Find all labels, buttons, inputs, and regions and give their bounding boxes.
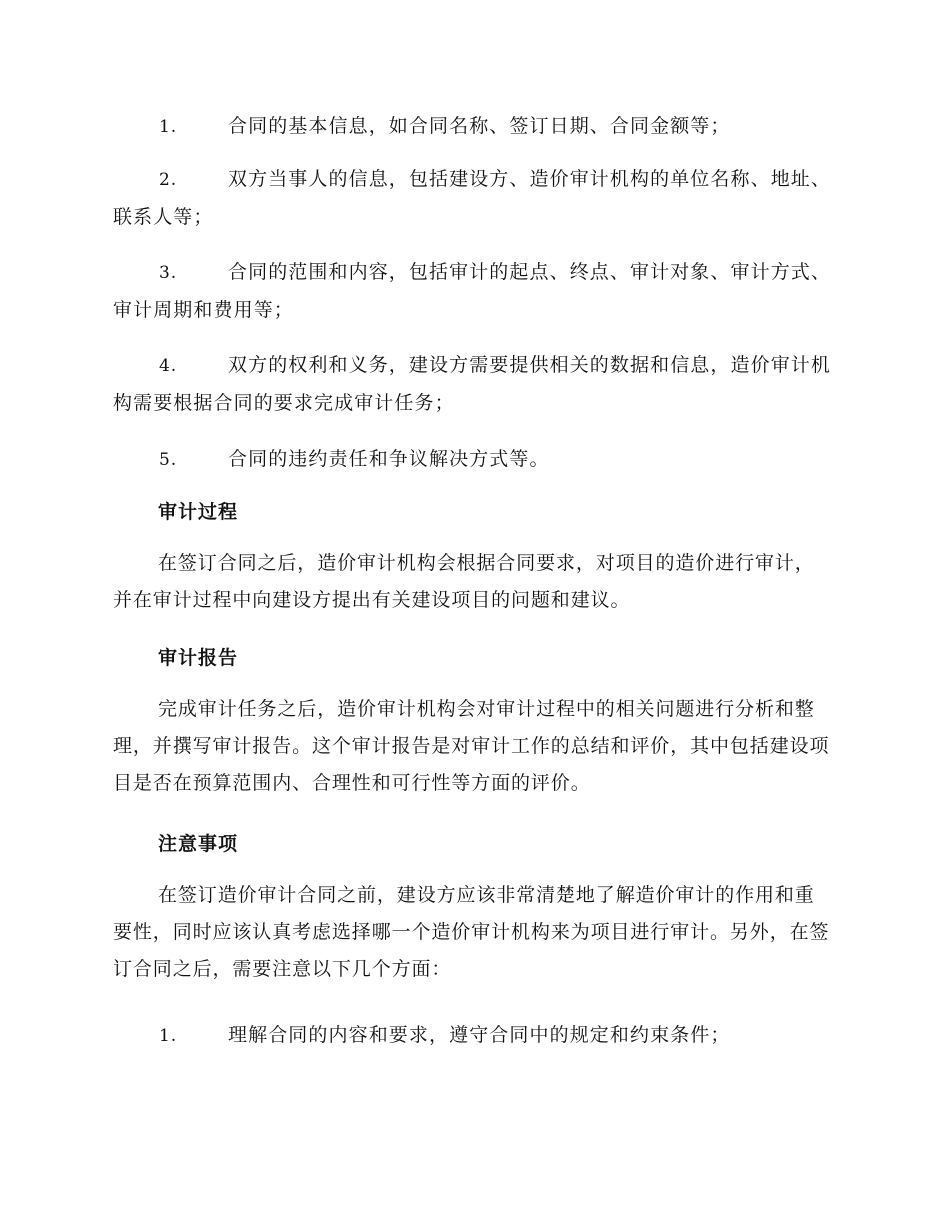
- list-number: 4.: [159, 356, 178, 376]
- list-text: 理解合同的内容和要求，遵守合同中的规定和约束条件；: [228, 1024, 731, 1046]
- section-paragraph: 在签订合同之后，造价审计机构会根据合同要求，对项目的造价进行审计，并在审计过程中向建设方提出有关建设项目的问题和建议。: [113, 552, 815, 611]
- list-item: [113, 347, 833, 422]
- list-item: [113, 108, 833, 146]
- list-number: 1.: [159, 1026, 178, 1046]
- list-text: 合同的违约责任和争议解决方式等。: [228, 448, 550, 470]
- list-text: 合同的基本信息，如合同名称、签订日期、合同金额等；: [228, 115, 731, 137]
- list-number: 1.: [159, 117, 178, 137]
- list-text: 双方的权利和义务，建设方需要提供相关的数据和信息，造价审计机构需要根据合同的要求完成审计任务；: [113, 354, 832, 414]
- list-number: 2.: [159, 170, 178, 190]
- section-paragraph: 完成审计任务之后，造价审计机构会对审计过程中的相关问题进行分析和整理，并撰写审计报告。这个审计报告是对审计工作的总结和评价，其中包括建设项目是否在预算范围内、合理性和可行性等方面的评价。: [113, 698, 830, 794]
- section-heading: 审计报告: [158, 647, 239, 669]
- list-item: [113, 161, 833, 236]
- list-item: [113, 254, 833, 329]
- list-item: [113, 441, 833, 479]
- list-item: [113, 1017, 833, 1055]
- section-paragraph: 在签订造价审计合同之前，建设方应该非常清楚地了解造价审计的作用和重要性，同时应该认真考虑选择哪一个造价审计机构来为项目进行审计。另外，在签订合同之后，需要注意以下几个方面：: [113, 884, 830, 980]
- list-number: 3.: [159, 263, 178, 283]
- list-number: 5.: [159, 450, 178, 470]
- list-text: 合同的范围和内容，包括审计的起点、终点、审计对象、审计方式、审计周期和费用等；: [113, 261, 832, 321]
- section-heading: 注意事项: [158, 833, 239, 855]
- list-text: 双方当事人的信息，包括建设方、造价审计机构的单位名称、地址、联系人等；: [113, 168, 832, 228]
- section-heading: 审计过程: [158, 501, 239, 523]
